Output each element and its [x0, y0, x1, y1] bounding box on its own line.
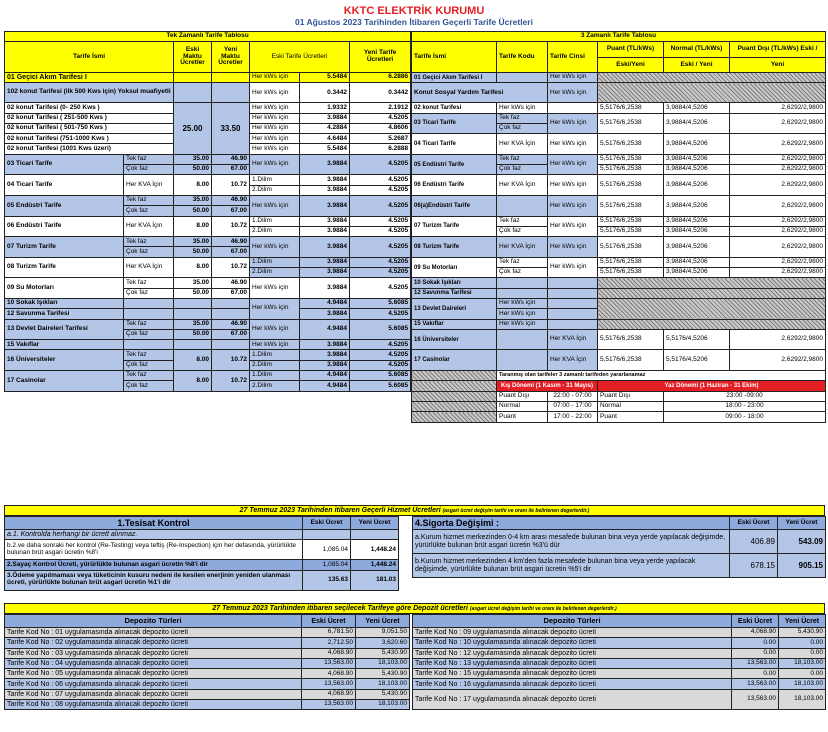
- table-row: Tarife Kod No : 04 uygulamasında alınacak depozito ücreti 13,563.00 18,103.00: [5, 658, 410, 668]
- table-row: Tarife Kod No : 16 uygulamasında alınacak depozito ücreti 13,563.00 18,103.00: [413, 679, 826, 689]
- table-row: 02 konut Tarifesi (1001 Kws üzeri) Her kWs için 5.5484 6.2888: [5, 144, 411, 154]
- table-row: 102 konut Tarifesi (ilk 500 Kws için) Yoksul muafiyetli Her kWs için 0.3442 0.3442: [5, 83, 411, 103]
- page-header: [0, 0, 828, 27]
- table-row: Normal 07:00 - 17:00 Normal 18:00 - 23:00: [412, 401, 826, 411]
- table-row: 08 Turizm Tarife Her KVA İçin 8.00 10.72 1.Dilim 3.9884 4.5205: [5, 257, 411, 267]
- table-row: b.Kurum hizmet merkezinden 4 km'den fazla mesafede bulunan bina veya yerde yapılacak değişimde, yürürlükte bulunan brüt asgari ücretin %5'i dir 678.15 905.15: [413, 554, 826, 578]
- table-row: Tarife Kod No : 10 uygulamasında alınacak depozito ücreti 0.00 0.00: [413, 638, 826, 648]
- page-title: KKTC ELEKTRİK KURUMU: [343, 5, 485, 17]
- table-row: 2.Sayaç Kontrol Ücreti, yürürlükte bulunan asgari ücretin %8'i dir 1,085.04 1,448.24: [5, 560, 399, 570]
- single-time-title: Tek Zamanlı Tarife Tablosu: [5, 32, 411, 42]
- three-time-title: 3 Zamanlı Tarife Tablosu: [412, 32, 826, 42]
- table-row: 16 Üniversiteler Her KVA İçin 5,5176/6,2538 5,5176/4,5206 2,6292/2,9800: [412, 329, 826, 350]
- table-row: Tarife Kod No : 15 uygulamasında alınacak depozito ücreti 0.00 0.00: [413, 669, 826, 679]
- table-row: Puant 17:00 - 22:00 Puant 09:00 - 18:00: [412, 412, 826, 422]
- table-row: 06 Endüstri Tarife Her KVA İçin Her kWs için 5,5176/6,2538 3,9884/4,5206 2,6292/2,9800: [412, 175, 826, 196]
- table-row: 04 Ticari Tarife Her KVA İçin 8.00 10.72 1.Dilim 3.9884 4.5205: [5, 175, 411, 185]
- table-row: 01 Geçici Akım Tarifesi I Her kWs için 5.5484 6.2886: [5, 73, 411, 83]
- table-row: 13 Devlet Daireleri Tarifesi Tek faz 35.00 46.90 Her kWs için 4.9484 5.6085: [5, 319, 411, 329]
- col-tariff-code: Tarife Kodu: [497, 42, 548, 73]
- table-row: 02 konut Tarifesi Her kWs için 5,5176/6,2538 3,9884/4,5206 2,6292/2,9800: [412, 103, 826, 113]
- table-row: a.Kurum hizmet merkezinden 0-4 km arası mesafede bulunan bina veya yerde yapılacak değişimde, yürürlükte bulunan brüt asgari ücretin %3'ü dür 406.89 543.09: [413, 530, 826, 554]
- col-new-rates: Yeni Tarife Ücretleri: [350, 42, 411, 73]
- table-row: 02 konut Tarifesi ( 251-500 Kws ) Her kWs için 3.9884 4.5205: [5, 113, 411, 123]
- table-row: Tarife Kod No : 07 uygulamasında alınacak depozito ücreti 4,068.90 5,430.90: [5, 689, 410, 699]
- table-row: Tarife Kod No : 08 uygulamasında alınacak depozito ücreti 13,563.00 18,103.00: [5, 700, 410, 710]
- table-row: 03 Ticari Tarife Tek faz Her kWs için 5,5176/6,2538 3,9884/4,5206 2,6292/2,9800: [412, 113, 826, 123]
- service-fees-title: 27 Temmuz 2023 Tarihinden itibaren Geçerli Hizmet Ücretleri (asgari ücret değişim tarihi ve oranı ile belirlenen degerlerdir.): [4, 505, 825, 516]
- service-fees-section: 27 Temmuz 2023 Tarihinden itibaren Geçerli Hizmet Ücretleri (asgari ücret değişim tarihi ve oranı ile belirlenen degerlerdir.) 1.Tesisat Kontrol Eski Ücret Yeni Ücret a.1. Kontrolda herhangi bir ücrett alınmaz. b.2.ve daha sonraki her kontrol (Re-Testing) veya teftiş (Re-Inspection) için her defasında, yürürlükte bulunan brüt asgari ücretin %8'i 1,085.04 1,448.24 2.Sayaç Kontrol Ücreti, yürürlükte bulunan asgari ücretin %8'i dir 1,085.04 1,448.24 3.Ödeme yapılmaması veya tüketicinin kusuru nedeni ile kesilen enerjinin yeniden ulanması ücreti, yürürlükte bulunan brüt asgari ücretin %1'i dir 135.63 181.03 4.Sigorta Değişimi : Eski Ücret Yeni Ücret a.Kurum hizmet merkezinden 0-4 km arası mesafede bulunan bina veya yerde yapılacak değişimde, yürürlükte bulunan brüt asgari ücretin %3'ü dür 406.89 543.09 b.Kurum hizmet merkezinden 4 km'den fazla mesafede bulunan bina veya yerde yapılacak değişimde, yürürlükte bulunan brüt asgari ücretin %5'i dir 678.15 905.15: [4, 505, 825, 516]
- table-row: 13 Devlet Daireleri Her kWs için: [412, 298, 826, 308]
- table-row: 12 Savunma Tarifesi 3.9884 4.5205: [5, 309, 411, 319]
- page-subtitle: 01 Ağustos 2023 Tarihinden İtibaren Geçerli Tarife Ücretleri: [295, 17, 533, 27]
- table-row: 16 Üniversiteler Tek faz 8.00 10.72 1.Dilim 3.9884 4.5205: [5, 350, 411, 360]
- table-row: 02 konut Tarifesi (0- 250 Kws ) 25.00 33.50 Her kWs için 1.9332 2.1912: [5, 103, 411, 113]
- table-row: b.2.ve daha sonraki her kontrol (Re-Testing) veya teftiş (Re-Inspection) için her defasında, yürürlükte bulunan brüt asgari ücretin %8'i 1,085.04 1,448.24: [5, 540, 399, 560]
- col-peak: Puant (TL/kWs): [598, 42, 664, 58]
- col-tariff-type: Tarife Cinsi: [548, 42, 598, 73]
- table-row: Tarife Kod No : 03 uygulamasında alınacak depozito ücreti 4,068.90 5,430.90: [5, 648, 410, 658]
- table-row: a.1. Kontrolda herhangi bir ücrett alınmaz.: [5, 530, 399, 540]
- table-row: Puant Dışı 22:00 - 07:00 Puant Dışı 23:00 -09:00: [412, 391, 826, 401]
- table-row: 12 Savunma Tarifesi: [412, 288, 826, 298]
- col-offpeak: Puant Dışı (TL/kWs) Eski /: [730, 42, 826, 58]
- table-row: Konut Sosyal Yardım Tarifesi Her kWs için: [412, 83, 826, 103]
- table-row: 04 Ticari Tarife Her KVA İçin Her kWs için 5,5176/6,2538 3,9884/4,5206 2,6292/2,9800: [412, 134, 826, 155]
- table-row: 15 Vakıflar Her kWs için 3.9884 4.5205: [5, 340, 411, 350]
- fuse-change-title: 4.Sigorta Değişimi :: [413, 517, 730, 530]
- table-row: Tarife Kod No : 17 uygulamasında alınacak depozito ücreti 13,563.00 18,103.00: [413, 689, 826, 710]
- summer-period-header: Yaz Dönemi (1 Haziran - 31 Ekim): [598, 381, 826, 391]
- table-row: 17 Casinolar Tek faz 8.00 10.72 1.Dilim 4.9484 5.6085: [5, 371, 411, 381]
- table-row: 02 konut Tarifesi ( 501-750 Kws ) Her kWs için 4.2884 4.8606: [5, 123, 411, 133]
- table-row: 05 Endüstri Tarife Tek faz Her kWs için 5,5176/6,2538 3,9884/4,5206 2,6292/2,9800: [412, 154, 826, 164]
- table-row: 06(a)Endüstri Tarife Her kWs için 5,5176/6,2538 3,9884/4,5206 2,6292/2,9800: [412, 195, 826, 216]
- col-normal: Normal (TL/kWs): [664, 42, 730, 58]
- table-row: 09 Su Motorları Tek faz 35.00 46.90 Her kWs için 3.9884 4.5205: [5, 278, 411, 288]
- table-row: 15 Vakıflar Her kWs için: [412, 319, 826, 329]
- table-row: Tarife Kod No : 13 uygulamasında alınacak depozito ücreti 13,563.00 18,103.00: [413, 658, 826, 668]
- col-tariff-name: Tarife İsmi: [5, 42, 174, 73]
- col-new-fixed: Yeni Maktu Ücretler: [212, 42, 250, 73]
- table-row: Tarife Kod No : 01 uygulamasında alınacak depozito ücreti 6,781.50 9,051.50: [5, 628, 410, 638]
- installation-control-title: 1.Tesisat Kontrol: [5, 517, 303, 530]
- table-row: 10 Sokak Işıkları: [412, 278, 826, 288]
- three-time-tariff-table: 3 Zamanlı Tarife Tablosu Tarife İsmi Tarife Kodu Tarife Cinsi Puant (TL/kWs) Normal (TL/kWs) Puant Dışı (TL/kWs) Eski / Eski/Yeni Eski / Yeni Yeni 01 Geçici Akım Tarifesi I Her kWs için Konut Sosyal Yardım Tarifesi Her kWs için 02 konut Tarifesi Her kWs için 5,5176/6,2538 3,9884/4,5206 2,6292/2,9800 03 Ticari Tarife Tek faz Her kWs için 5,5176/6,2538 3,9884/4,5206 2,6292/2,9800 Çok faz 04 Ticari Tarife Her KVA İçin Her kWs için 5,5176/6,2538 3,9884/4,5206 2,6292/2,9800 05 Endüstri Tarife Tek faz Her kWs için 5,5176/6,2538 3,9884/4,5206 2,6292/2,9800 Çok faz 5,5176/6,2538 3,9884/4,5206 2,6292/2,9800 06 Endüstri Tarife Her KVA İçin Her kWs için 5,5176/6,2538 3,9884/4,5206 2,6292/2,9800 06(a)Endüstri Tarife Her kWs için 5,5176/6,2538 3,9884/4,5206 2,6292/2,9800 07 Turizm Tarife Tek faz Her kWs için 5,5176/6,2538 3,9884/4,5206 2,6292/2,9800 Çok faz 5,5176/6,2538 3,9884/4,5206 2,6292/2,9800 08 Turizm Tarife Her KVA İçin Her kWs için 5,5176/6,2538 3,9884/4,5206 2,6292/2,9800 09 Su Motorları Tek faz Her kWs için 5,5176/6,2538 3,9884/4,5206 2,6292/2,9800 Çok faz 5,5176/6,2538 3,9884/4,5206 2,6292/2,9800 10 Sokak Işıkları 12 Savunma Tarifesi 13 Devlet Daireleri Her kWs için Her kWs için 15 Vakıflar Her kWs için 16 Üniversiteler Her KVA İçin 5,5176/6,2538 5,5176/4,5206 2,6292/2,9800 17 Casinolar Her KVA İçin 5,5176/6,2538 5,5176/4,5206 2,6292/2,9800 Taranmış olan tarifeler 3 zamanlı tarifeden yararlanamaz Kış Dönemi (1 Kasım - 31 Mayıs) Yaz Dönemi (1 Haziran - 31 Ekim) Puant Dışı 22:00 - 07:00 Puant Dışı 23:00 -09:00 Normal 07:00 - 17:00 Normal 18:00 - 23:00 Puant 17:00 - 22:00 Puant 09:00 - 18:00: [411, 31, 825, 423]
- table-row: 01 Geçici Akım Tarifesi I Her kWs için: [412, 73, 826, 83]
- table-row: 17 Casinolar Her KVA İçin 5,5176/6,2538 5,5176/4,5206 2,6292/2,9800: [412, 350, 826, 371]
- table-row: 03 Ticari Tarife Tek faz 35.00 46.90 Her kWs için 3.9884 4.5205: [5, 154, 411, 164]
- table-row: 3.Ödeme yapılmaması veya tüketicinin kusuru nedeni ile kesilen enerjinin yeniden ulanması ücreti, yürürlükte bulunan brüt asgari ücretin %1'i dir 135.63 181.03: [5, 570, 399, 590]
- table-row: 10 Sokak Işıkları Her kWs için 4.9484 5.6085: [5, 298, 411, 308]
- table-row: Tarife Kod No : 09 uygulamasında alınacak depozito ücreti 4,068.90 5,430.90: [413, 628, 826, 638]
- col-tariff-name: Tarife İsmi: [412, 42, 497, 73]
- table-row: 08 Turizm Tarife Her KVA İçin Her kWs için 5,5176/6,2538 3,9884/4,5206 2,6292/2,9800: [412, 237, 826, 258]
- table-row: Tarife Kod No : 06 uygulamasında alınacak depozito ücreti 13,563.00 18,103.00: [5, 679, 410, 689]
- table-row: 09 Su Motorları Tek faz Her kWs için 5,5176/6,2538 3,9884/4,5206 2,6292/2,9800: [412, 257, 826, 267]
- col-old-rates: Eski Tarife Ücretleri: [250, 42, 350, 73]
- winter-period-header: Kış Dönemi (1 Kasım - 31 Mayıs): [497, 381, 598, 391]
- scanned-note: Taranmış olan tarifeler 3 zamanlı tarifeden yararlanamaz: [497, 371, 826, 381]
- deposit-section: 27 Temmuz 2023 Tarihinden itibaren seçilecek Tarifeye göre Depozit ücretleri (asgari ücret değişim tarihi ve oranı ile belirlenen degerlerdir.) Depozito Türleri Eski Ücret Yeni Ücret Tarife Kod No : 01 uygulamasında alınacak depozito ücreti 6,781.50 9,051.50 Tarife Kod No : 02 uygulamasında alınacak depozito ücreti 2,712.50 3,620.60 Tarife Kod No : 03 uygulamasında alınacak depozito ücreti 4,068.90 5,430.90 Tarife Kod No : 04 uygulamasında alınacak depozito ücreti 13,563.00 18,103.00 Tarife Kod No : 05 uygulamasında alınacak depozito ücreti 4,068.90 5,430.90 Tarife Kod No : 06 uygulamasında alınacak depozito ücreti 13,563.00 18,103.00 Tarife Kod No : 07 uygulamasında alınacak depozito ücreti 4,068.90 5,430.90 Tarife Kod No : 08 uygulamasında alınacak depozito ücreti 13,563.00 18,103.00 Depozito Türleri Eski Ücret Yeni Ücret Tarife Kod No : 09 uygulamasında alınacak depozito ücreti 4,068.90 5,430.90 Tarife Kod No : 10 uygulamasında alınacak depozito ücreti 0.00 0.00 Tarife Kod No : 12 uygulamasında alınacak depozito ücreti 0.00 0.00 Tarife Kod No : 13 uygulamasında alınacak depozito ücreti 13,563.00 18,103.00 Tarife Kod No : 15 uygulamasında alınacak depozito ücreti 0.00 0.00 Tarife Kod No : 16 uygulamasında alınacak depozito ücreti 13,563.00 18,103.00 Tarife Kod No : 17 uygulamasında alınacak depozito ücreti 13,563.00 18,103.00: [4, 603, 825, 614]
- single-time-tariff-table: Tek Zamanlı Tarife Tablosu Tarife İsmi Eski Maktu Ücretler Yeni Maktu Ücretler Eski Tarife Ücretleri Yeni Tarife Ücretleri 01 Geçici Akım Tarifesi I Her kWs için 5.5484 6.2886 102 konut Tarifesi (ilk 500 Kws için) Yoksul muafiyetli Her kWs için 0.3442 0.3442 02 konut Tarifesi (0- 250 Kws ) 25.00 33.50 Her kWs için 1.9332 2.1912 02 konut Tarifesi ( 251-500 Kws ) Her kWs için 3.9884 4.5205 02 konut Tarifesi ( 501-750 Kws ) Her kWs için 4.2884 4.8606 02 konut Tarifesi (751-1000 Kws ) Her kWs için 4.6484 5.2687 02 konut Tarifesi (1001 Kws üzeri) Her kWs için 5.5484 6.2888 03 Ticari Tarife Tek faz 35.00 46.90 Her kWs için 3.9884 4.5205 Çok faz 50.00 67.00 04 Ticari Tarife Her KVA İçin 8.00 10.72 1.Dilim 3.9884 4.5205 2.Dilim 3.9884 4.5205 05 Endüstri Tarife Tek faz 35.00 46.90 Her kWs için 3.9884 4.5205 Çok faz 50.00 67.00 06 Endüstri Tarife Her KVA İçin 8.00 10.72 1.Dilim 3.9884 4.5205 2.Dilim 3.9884 4.5205 07 Turizm Tarife Tek faz 35.00 46.90 Her kWs için 3.9884 4.5205 Çok faz 50.00 67.00 08 Turizm Tarife Her KVA İçin 8.00 10.72 1.Dilim 3.9884 4.5205 2.Dilim 3.9884 4.5205 09 Su Motorları Tek faz 35.00 46.90 Her kWs için 3.9884 4.5205 Çok faz 50.00 67.00 10 Sokak Işıkları Her kWs için 4.9484 5.6085 12 Savunma Tarifesi 3.9884 4.5205 13 Devlet Daireleri Tarifesi Tek faz 35.00 46.90 Her kWs için 4.9484 5.6085 Çok faz 50.00 67.00 15 Vakıflar Her kWs için 3.9884 4.5205 16 Üniversiteler Tek faz 8.00 10.72 1.Dilim 3.9884 4.5205 Çok faz 2.Dilim 3.9884 4.5205 17 Casinolar Tek faz 8.00 10.72 1.Dilim 4.9484 5.6085 Çok faz 2.Dilim 4.9484 5.6085: [4, 31, 410, 392]
- table-row: 05 Endüstri Tarife Tek faz 35.00 46.90 Her kWs için 3.9884 4.5205: [5, 195, 411, 205]
- table-row: 07 Turizm Tarife Tek faz Her kWs için 5,5176/6,2538 3,9884/4,5206 2,6292/2,9800: [412, 216, 826, 226]
- table-row: 02 konut Tarifesi (751-1000 Kws ) Her kWs için 4.6484 5.2687: [5, 134, 411, 144]
- table-row: Tarife Kod No : 12 uygulamasında alınacak depozito ücreti 0.00 0.00: [413, 648, 826, 658]
- table-row: 06 Endüstri Tarife Her KVA İçin 8.00 10.72 1.Dilim 3.9884 4.5205: [5, 216, 411, 226]
- table-row: Tarife Kod No : 05 uygulamasında alınacak depozito ücreti 4,068.90 5,430.90: [5, 669, 410, 679]
- deposit-title: 27 Temmuz 2023 Tarihinden itibaren seçilecek Tarifeye göre Depozit ücretleri (asgari ücret değişim tarihi ve oranı ile belirlenen degerlerdir.): [4, 603, 825, 614]
- table-row: 07 Turizm Tarife Tek faz 35.00 46.90 Her kWs için 3.9884 4.5205: [5, 237, 411, 247]
- table-row: Tarife Kod No : 02 uygulamasında alınacak depozito ücreti 2,712.50 3,620.60: [5, 638, 410, 648]
- col-old-fixed: Eski Maktu Ücretler: [174, 42, 212, 73]
